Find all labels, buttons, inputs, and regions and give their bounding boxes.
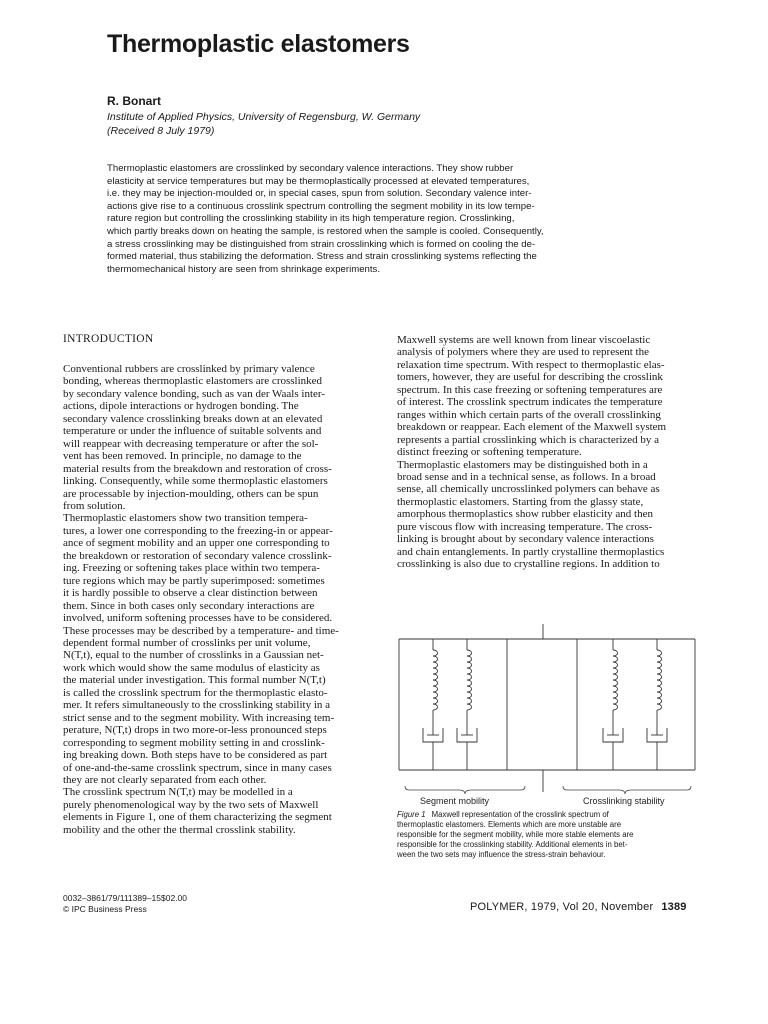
text-line: of interest. The crosslink spectrum indicates the temperature — [397, 396, 663, 409]
journal-citation: POLYMER, 1979, Vol 20, November — [470, 901, 654, 913]
abstract-line: Thermoplastic elastomers are crosslinked by secondary valence interactions. They show rubber — [107, 163, 514, 174]
footer-right — [470, 901, 687, 913]
spring — [657, 650, 662, 710]
text-line: the breakdown or restoration of secondary valence crosslink- — [63, 549, 332, 562]
text-line: involved, uniform softening processes have to be considered. — [63, 612, 333, 625]
article-title: Thermoplastic elastomers — [107, 30, 410, 58]
text-line: bonding, whereas thermoplastic elastomers are crosslinked — [63, 375, 323, 388]
label-segment-mobility: Segment mobility — [420, 796, 490, 806]
abstract-line: elasticity at service temperatures but may be thermoplastically processed at elevated temperatures, — [107, 175, 530, 187]
affiliation: Institute of Applied Physics, University of Regensburg, W. Germany — [107, 111, 421, 123]
section-heading: INTRODUCTION — [63, 333, 154, 345]
text-line: are processable by injection-moulding, others can be spun — [63, 487, 319, 500]
text-line: corresponding to segment mobility setting in and crosslink- — [63, 736, 325, 749]
text-line: by secondary valence bonding, such as van der Waals inter- — [63, 387, 325, 400]
text-line: These processes may be described by a temperature- and time- — [63, 624, 339, 637]
text-line: linking is brought about by secondary valence interactions — [397, 533, 654, 546]
text-line: breakdown or reappear. Each element of the Maxwell system — [397, 421, 667, 434]
text-line: Conventional rubbers are crosslinked by primary valence — [63, 363, 315, 375]
text-line: linking. Consequently, while some thermoplastic elastomers — [63, 475, 328, 488]
text-line: them. Since in both cases only secondary interactions are — [63, 599, 315, 612]
text-line: broad sense and in a technical sense, as follows. In a broad — [397, 470, 656, 483]
text-line: secondary valence crosslinking breaks down at an elevated — [63, 412, 323, 425]
text-line: material results from the breakdown and restoration of cross- — [63, 462, 332, 475]
left-column-text — [63, 363, 373, 836]
caption-line: ween the two sets may influence the stress-strain behaviour. — [397, 850, 606, 859]
abstract — [107, 163, 627, 276]
text-line: spectrum. In this case freezing or softening temperatures are — [397, 383, 663, 396]
text-line: purely phenomenological way by the two sets of Maxwell — [63, 798, 319, 811]
text-line: thermoplastic elastomers. Starting from the glassy state, — [397, 495, 644, 508]
author-name: R. Bonart — [107, 94, 161, 108]
text-line: strict sense and to the segment mobility. With increasing tem- — [63, 711, 335, 724]
copyright: © IPC Business Press — [63, 904, 147, 914]
text-line: pure viscous flow with increasing temperature. The cross- — [397, 520, 653, 533]
abstract-line: thermomechanical history are seen from shrinkage experiments. — [107, 263, 381, 275]
text-line: ing breaking down. Both steps have to be considered as part — [63, 749, 328, 762]
text-line: distinct freezing or softening temperature. — [397, 446, 582, 459]
text-line: ture regions which may be partly superimposed: sometimes — [63, 574, 325, 587]
bracket-segment-mobility — [405, 786, 525, 794]
text-line: is called the crosslink spectrum for the thermoplastic elasto- — [63, 686, 328, 699]
author-affiliation-block — [107, 110, 420, 138]
text-line: will reappear with decreasing temperature or after the sol- — [63, 437, 319, 450]
figure-caption — [397, 810, 697, 860]
text-line: actions, dipole interactions or hydrogen bonding. The — [63, 400, 299, 413]
text-line: sense, all chemically uncrosslinked polymers can behave as — [397, 483, 660, 496]
bracket-crosslinking-stability — [563, 786, 691, 794]
label-crosslinking-stability: Crosslinking stability — [583, 796, 665, 806]
page-number: 1389 — [661, 901, 687, 913]
caption-line: responsible for the crosslinking stability. Additional elements in bet- — [397, 840, 628, 849]
text-line: ranges within which certain parts of the overall crosslinking — [397, 408, 661, 421]
text-line: work which would show the same modulus of elasticity as — [63, 661, 320, 674]
text-line: temperature or under the influence of suitable solvents and — [63, 425, 322, 438]
text-line: Thermoplastic elastomers show two transition tempera- — [63, 512, 308, 525]
text-line: the material under investigation. This formal number N(T,t) — [63, 674, 326, 687]
text-line: analysis of polymers where they are used to represent the — [397, 346, 649, 359]
text-line: Maxwell systems are well known from linear viscoelastic — [397, 334, 651, 346]
text-line: mobility and the other the thermal crosslink stability. — [63, 823, 296, 836]
abstract-line: actions give rise to a continuous crosslink spectrum controlling the segment mobility in its low tempe- — [107, 200, 535, 212]
text-line: vent has been removed. In principle, no damage to the — [63, 450, 302, 463]
text-line: they are not clearly separated from each other. — [63, 773, 267, 786]
maxwell-element — [457, 639, 477, 770]
figure-1-maxwell-diagram — [395, 620, 705, 810]
abstract-line: i.e. they may be injection-moulded or, in special cases, spun from solution. Secondary valence inter- — [107, 188, 532, 200]
text-line: mer. It refers simultaneously to the crosslinking stability in a — [63, 699, 331, 712]
figure-label: Figure 1 — [397, 810, 426, 819]
abstract-line: rature region but controlling the crosslinking stability in its high temperature region. Crosslinking, — [107, 213, 515, 225]
text-line: The crosslink spectrum N(T,t) may be modelled in a — [63, 786, 293, 799]
maxwell-element — [647, 639, 667, 770]
maxwell-element — [603, 639, 623, 770]
text-line: amorphous thermoplastics show rubber elasticity and then — [397, 508, 653, 521]
right-column-text — [397, 334, 707, 571]
text-line: from solution. — [63, 499, 126, 512]
text-line: elements in Figure 1, one of them characterizing the segment — [63, 811, 332, 824]
text-line: dependent formal number of crosslinks per unit volume, — [63, 636, 311, 649]
caption-line: thermoplastic elastomers. Elements which are more unstable are — [397, 820, 622, 829]
text-line: ing. Freezing or softening takes place within two tempera- — [63, 562, 320, 575]
received-date: (Received 8 July 1979) — [107, 125, 215, 137]
spring — [613, 650, 618, 710]
caption-text: Maxwell representation of the crosslink spectrum of — [431, 810, 609, 819]
abstract-line: a stress crosslinking may be distinguished from strain crosslinking which is formed on cooling the de- — [107, 238, 536, 250]
issn-code: 0032–3861/79/111389–15$02.00 — [63, 893, 188, 903]
caption-line: responsible for the segment mobility, while more stable elements are — [397, 830, 634, 839]
abstract-line: formed material, thus stabilizing the deformation. Stress and strain crosslinking systems reflecting the — [107, 251, 537, 263]
text-line: it is hardly possible to observe a clear distinction between — [63, 587, 318, 600]
text-line: tomers, however, they are useful for describing the crosslink — [397, 371, 663, 384]
footer-left — [63, 893, 187, 915]
text-line: relaxation time spectrum. With respect to thermoplastic elas- — [397, 358, 665, 371]
text-line: of one-and-the-same crosslink spectrum, since in many cases — [63, 761, 332, 774]
text-line: and chain entanglements. In partly crystalline thermoplastics — [397, 545, 665, 558]
text-line: Thermoplastic elastomers may be distinguished both in a — [397, 458, 648, 471]
text-line: crosslinking is also due to crystalline regions. In addition to — [397, 558, 660, 571]
text-line: perature, N(T,t) drops in two more-or-less pronounced steps — [63, 724, 327, 737]
maxwell-element — [423, 639, 443, 770]
abstract-line: which partly breaks down on heating the sample, is restored when the sample is cooled. Consequently, — [107, 225, 544, 237]
caption-line — [397, 810, 697, 820]
text-line: tures, a lower one corresponding to the freezing-in or appear- — [63, 524, 333, 537]
spring — [433, 650, 438, 710]
text-line: N(T,t), equal to the number of crosslinks in a Gaussian net- — [63, 649, 324, 662]
text-line: ance of segment mobility and an upper one corresponding to — [63, 537, 330, 550]
text-line: represents a partial crosslinking which is characterized by a — [397, 433, 660, 446]
spring — [467, 650, 472, 710]
